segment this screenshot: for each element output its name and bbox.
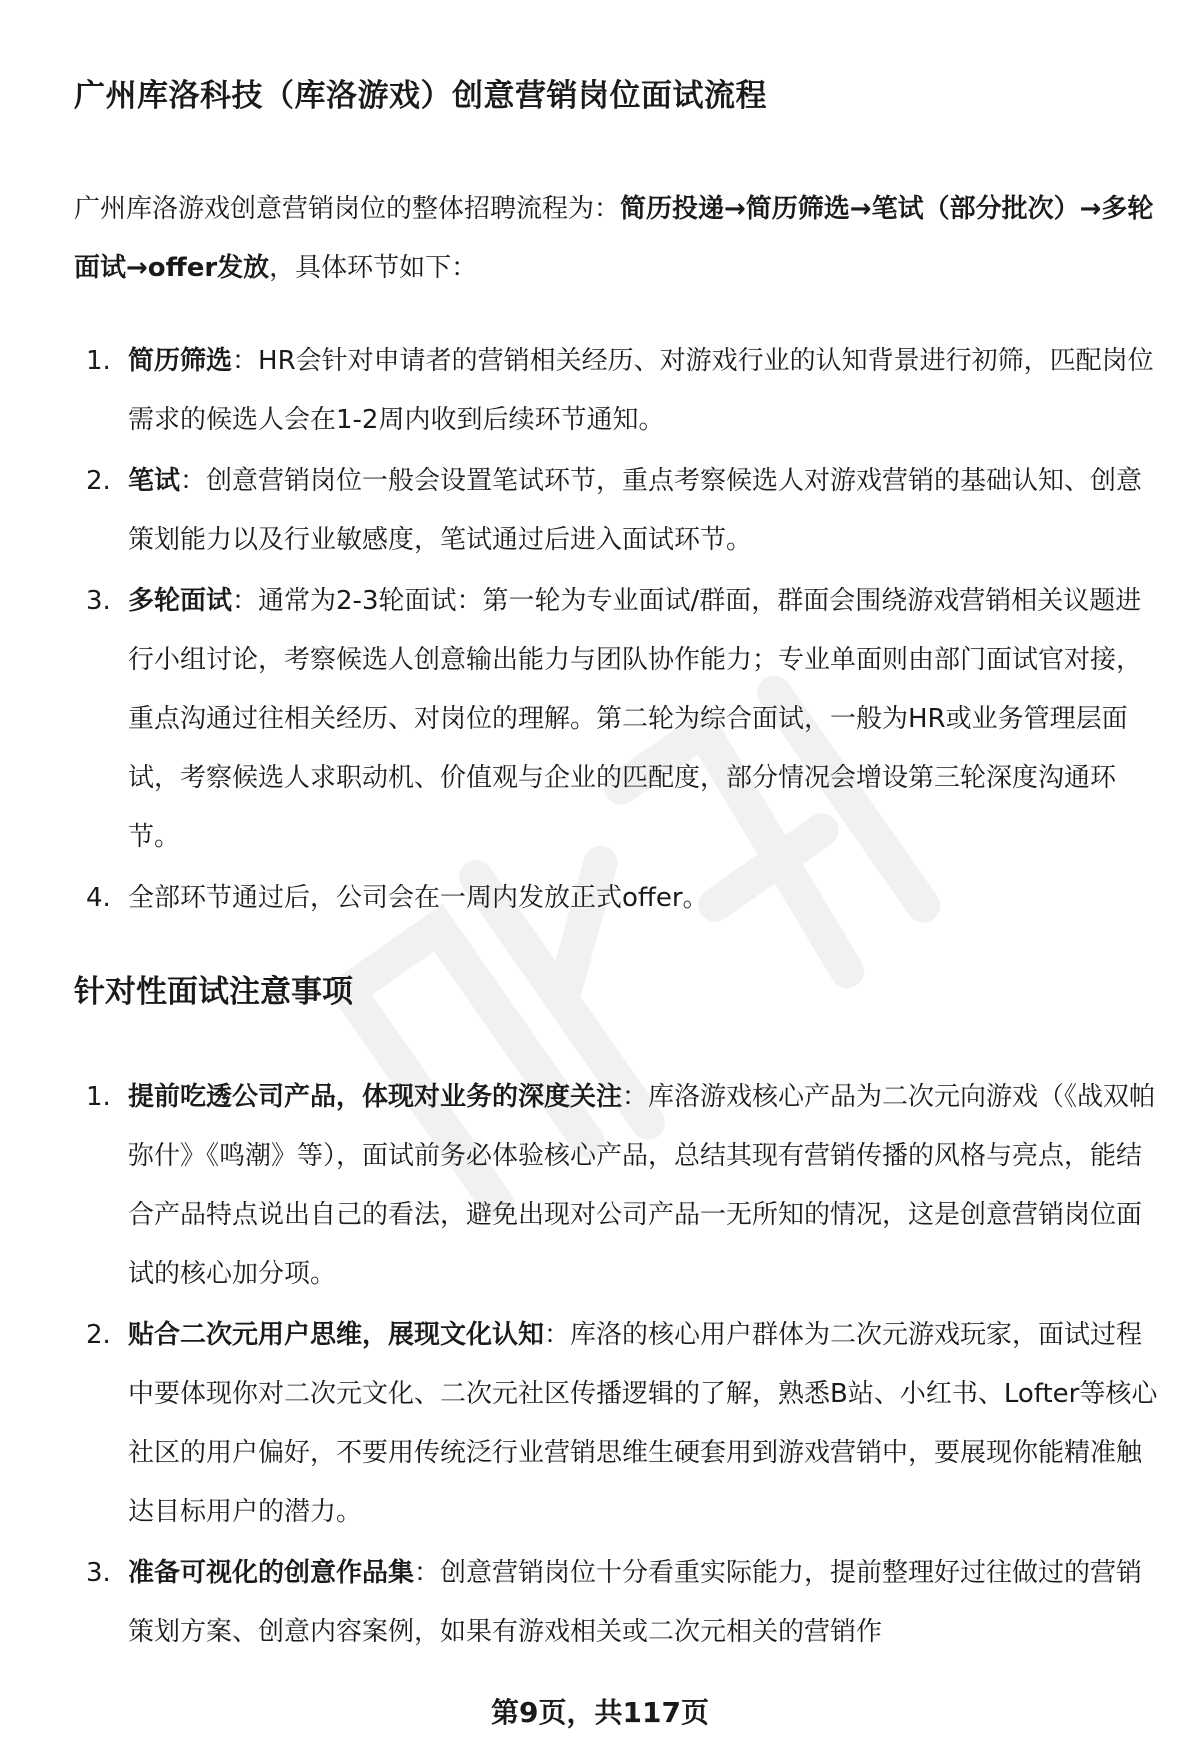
list-item-number: 2. [86,466,111,496]
list-item-label: 提前吃透公司产品，体现对业务的深度关注 [128,1082,623,1112]
list-item [74,332,1159,450]
list-item-number: 3. [86,586,111,616]
list-item [74,1306,1159,1542]
process-steps-list [74,332,1154,928]
intro-tail: ，具体环节如下： [269,253,478,283]
list-item-text: ：库洛游戏核心产品为二次元向游戏（《战双帕弥什》《鸣潮》等），面试前务必体验核心产品，总结其现有营销传播的风格与亮点，能结合产品特点说出自己的看法，避免出现对公司产品一无所知的情况，这是创意营销岗位面试的核心加分项。 [128,1082,1156,1289]
list-item-number: 1. [86,346,111,376]
document-page [74,70,1158,1664]
intro-lead: 广州库洛游戏创意营销岗位的整体招聘流程为： [74,194,621,224]
list-item-text: ：通常为2-3轮面试：第一轮为专业面试/群面，群面会围绕游戏营销相关议题进行小组讨论，考察候选人创意输出能力与团队协作能力；专业单面则由部门面试官对接，重点沟通过往相关经历、对岗位的理解。第二轮为综合面试，一般为HR或业务管理层面试，考察候选人求职动机、价值观与企业的匹配度，部分情况会增设第三轮深度沟通环节。 [128,586,1143,852]
list-item-text: 全部环节通过后，公司会在一周内发放正式offer。 [128,883,709,913]
list-item-label: 笔试 [128,466,181,496]
section-heading: 针对性面试注意事项 [74,974,353,1010]
list-item-label: 贴合二次元用户思维，展现文化认知 [128,1320,545,1350]
list-item-number: 4. [86,883,111,913]
list-item-text: ：HR会针对申请者的营销相关经历、对游戏行业的认知背景进行初筛，匹配岗位需求的候选人会在1-2周内收到后续环节通知。 [128,346,1154,435]
list-item [74,869,1159,928]
intro-flow: 简历投递→简历筛选→笔试（部分批次）→多轮面试→offer发放 [74,194,1154,283]
list-item-number: 1. [86,1082,111,1112]
tips-list [74,1068,1158,1662]
list-item [74,572,1159,867]
list-item-number: 2. [86,1320,111,1350]
list-item-label: 准备可视化的创意作品集 [128,1558,415,1588]
page-footer: 第9页，共117页 [491,1696,709,1729]
list-item-label: 简历筛选 [128,346,233,376]
list-item-number: 3. [86,1558,111,1588]
page-title: 广州库洛科技（库洛游戏）创意营销岗位面试流程 [74,78,767,114]
intro-paragraph [74,180,1156,298]
list-item-text: ：创意营销岗位一般会设置笔试环节，重点考察候选人对游戏营销的基础认知、创意策划能力以及行业敏感度，笔试通过后进入面试环节。 [128,466,1143,555]
list-item [74,452,1159,570]
list-item-text: ：创意营销岗位十分看重实际能力，提前整理好过往做过的营销策划方案、创意内容案例，如果有游戏相关或二次元相关的营销作 [128,1558,1143,1647]
list-item [74,1544,1159,1662]
list-item-label: 多轮面试 [128,586,233,616]
list-item-text: ：库洛的核心用户群体为二次元游戏玩家，面试过程中要体现你对二次元文化、二次元社区传播逻辑的了解，熟悉B站、小红书、Lofter等核心社区的用户偏好，不要用传统泛行业营销思维生硬套用到游戏营销中，要展现你能精准触达目标用户的潜力。 [128,1320,1158,1527]
list-item [74,1068,1159,1304]
